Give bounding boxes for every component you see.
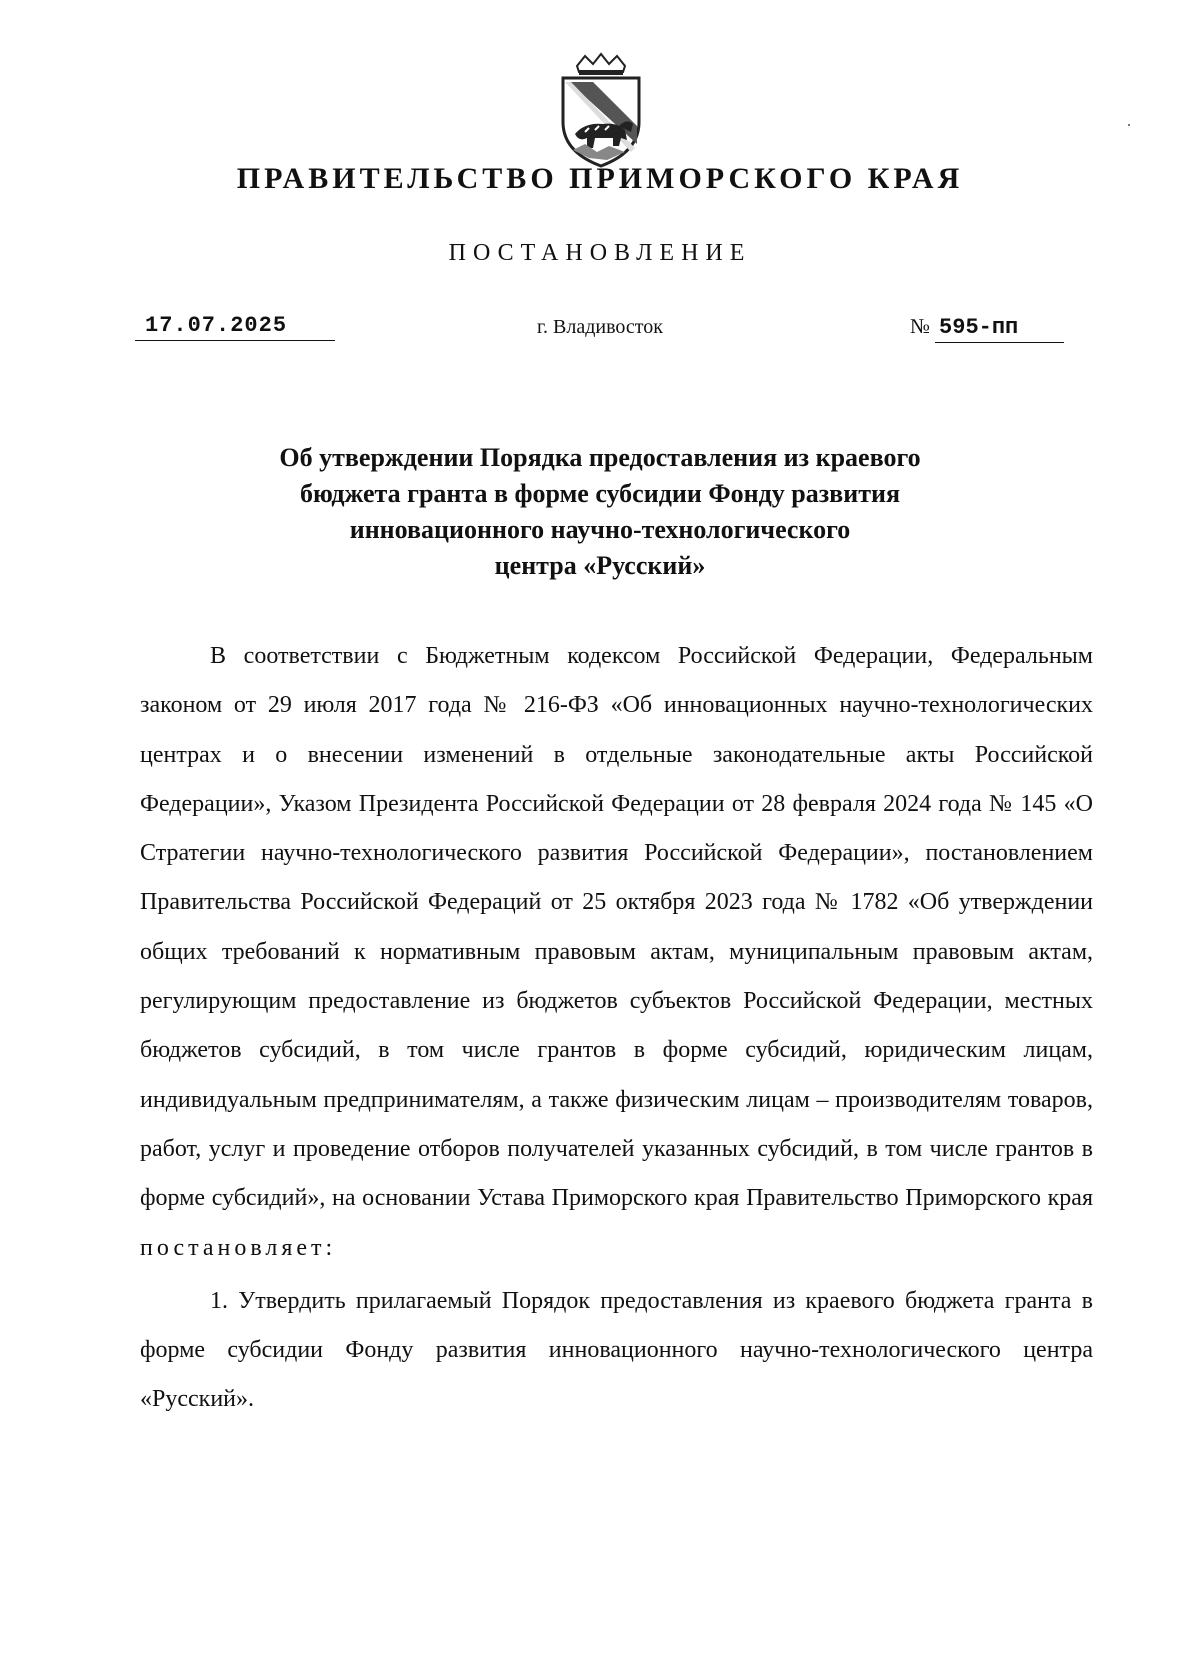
document-number-value: 595-пп	[935, 314, 1064, 343]
scan-speck	[1128, 124, 1130, 126]
document-number	[910, 312, 1080, 343]
issuing-authority: ПРАВИТЕЛЬСТВО ПРИМОРСКОГО КРАЯ	[236, 162, 964, 195]
title-line: центра «Русский»	[494, 551, 706, 580]
coat-of-arms-icon	[555, 52, 647, 170]
decides-keyword: постановляет:	[140, 1234, 337, 1261]
document-city: г. Владивосток	[537, 316, 663, 338]
document-meta-row	[0, 312, 1200, 352]
document-date: 17.07.2025	[135, 312, 335, 341]
point-1-paragraph: 1. Утвердить прилагаемый Порядок предоставления из краевого бюджета гранта в форме субсидии Фонду развития инновационного научно-технологического центра «Русский».	[140, 1287, 1093, 1413]
document-type: ПОСТАНОВЛЕНИЕ	[448, 240, 752, 266]
title-line: Об утверждении Порядка предоставления из краевого	[279, 443, 921, 472]
document-title	[180, 440, 1020, 584]
document-body	[140, 632, 1093, 1425]
title-line: инновационного научно-технологического	[349, 515, 851, 544]
preamble-text: В соответствии с Бюджетным кодексом Российской Федерации, Федеральным законом от 29 июля 2017 года № 216-ФЗ «Об инновационных научно-технологических центрах и о внесении изменений в отдельные законодательные акты Российской Федерации», Указом Президента Российской Федерации от 28 февраля 2024 года № 145 «О Стратегии научно-технологического развития Российской Федерации», постановлением Правительства Российской Федераций от 25 октября 2023 года № 1782 «Об утверждении общих требований к нормативным правовым актам, муниципальным правовым актам, регулирующим предоставление из бюджетов субъектов Российской Федерации, местных бюджетов субсидий, в том числе грантов в форме субсидий, юридическим лицам, индивидуальным предпринимателям, а также физическим лицам – производителям товаров, работ, услуг и проведение отборов получателей указанных субсидий, в том числе грантов в форме субсидий», на основании Устава Приморского края Правительство Приморского края	[140, 643, 1093, 1212]
title-line: бюджета гранта в форме субсидии Фонду развития	[299, 479, 901, 508]
number-sign: №	[910, 314, 931, 338]
preamble-paragraph	[140, 632, 1093, 1273]
